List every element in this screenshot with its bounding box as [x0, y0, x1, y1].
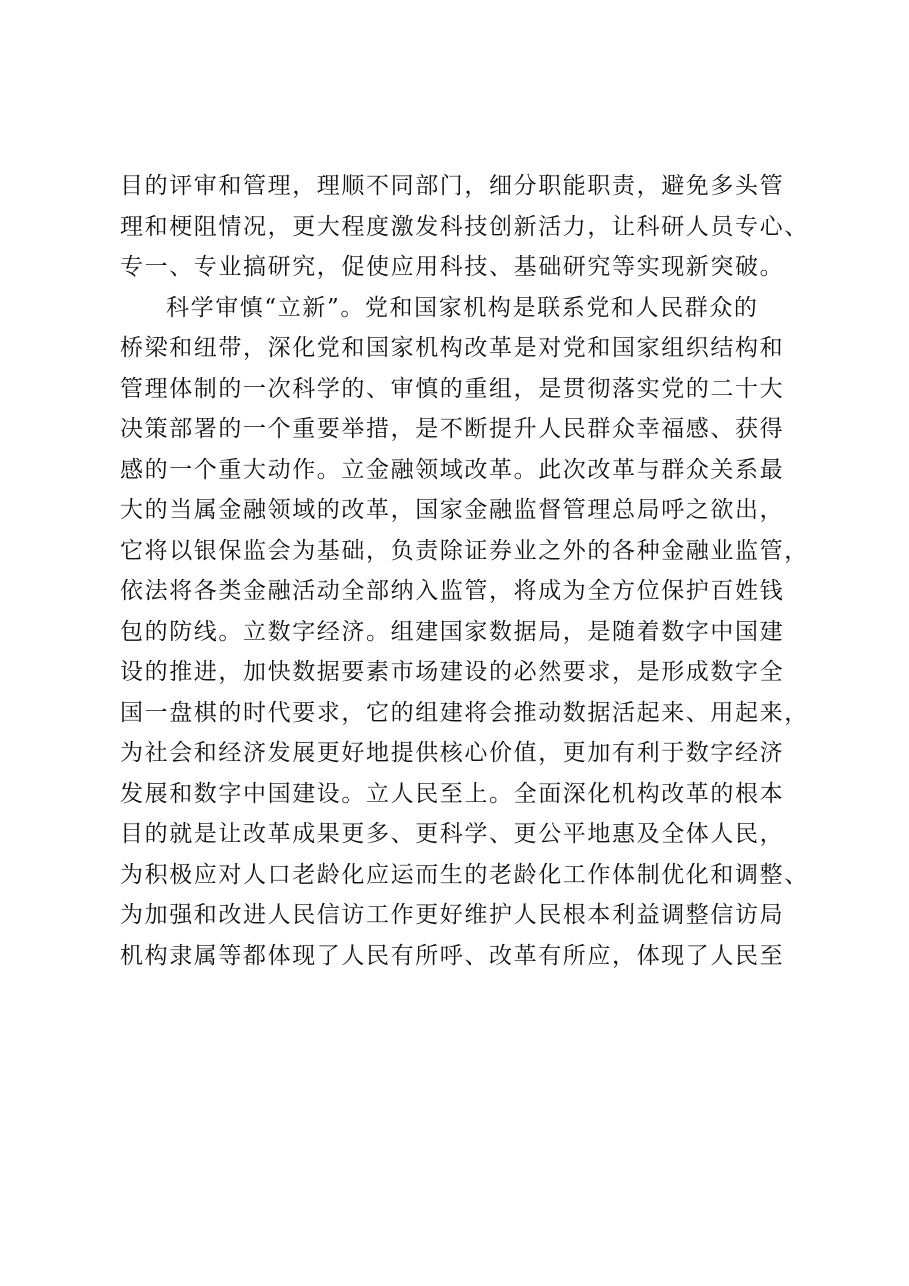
text-line: 桥梁和纽带，深化党和国家机构改革是对党和国家组织结构和 — [120, 335, 785, 361]
text-line: 为社会和经济发展更好地提供核心价值，更加有利于数字经济 — [120, 740, 785, 766]
text-line: 专一、专业搞研究，促使应用科技、基础研究等实现新突破。 — [120, 254, 785, 280]
paragraph-start-line: 科学审慎“立新”。党和国家机构是联系党和人民群众的 — [166, 294, 759, 321]
text-line: 为积极应对人口老龄化应运而生的老龄化工作体制优化和调整、 — [120, 861, 809, 888]
text-line: 决策部署的一个重要举措，是不断提升人民群众幸福感、获得 — [120, 416, 785, 442]
text-line: 目的就是让改革成果更多、更科学、更公平地惠及全体人民， — [120, 821, 785, 847]
text-line: 设的推进，加快数据要素市场建设的必然要求，是形成数字全 — [120, 659, 785, 685]
text-line: 理和梗阻情况，更大程度激发科技创新活力，让科研人员专心、 — [120, 213, 809, 240]
text-line: 机构隶属等都体现了人民有所呼、改革有所应，体现了人民至 — [120, 942, 785, 969]
text-line: 发展和数字中国建设。立人民至上。全面深化机构改革的根本 — [120, 780, 785, 807]
text-line: 管理体制的一次科学的、审慎的重组，是贯彻落实党的二十大 — [120, 375, 785, 402]
text-line: 目的评审和管理，理顺不同部门，细分职能职责，避免多头管 — [120, 173, 785, 199]
text-line: 它将以银保监会为基础，负责除证券业之外的各种金融业监管， — [120, 537, 809, 564]
text-line: 包的防线。立数字经济。组建国家数据局，是随着数字中国建 — [120, 618, 785, 645]
text-line: 为加强和改进人民信访工作更好维护人民根本利益调整信访局 — [120, 902, 785, 928]
text-line: 大的当属金融领域的改革，国家金融监督管理总局呼之欲出， — [120, 497, 785, 523]
body-text — [120, 166, 810, 976]
text-line: 感的一个重大动作。立金融领域改革。此次改革与群众关系最 — [120, 456, 785, 483]
text-line: 依法将各类金融活动全部纳入监管，将成为全方位保护百姓钱 — [120, 578, 785, 604]
text-line: 国一盘棋的时代要求，它的组建将会推动数据活起来、用起来， — [120, 699, 809, 726]
